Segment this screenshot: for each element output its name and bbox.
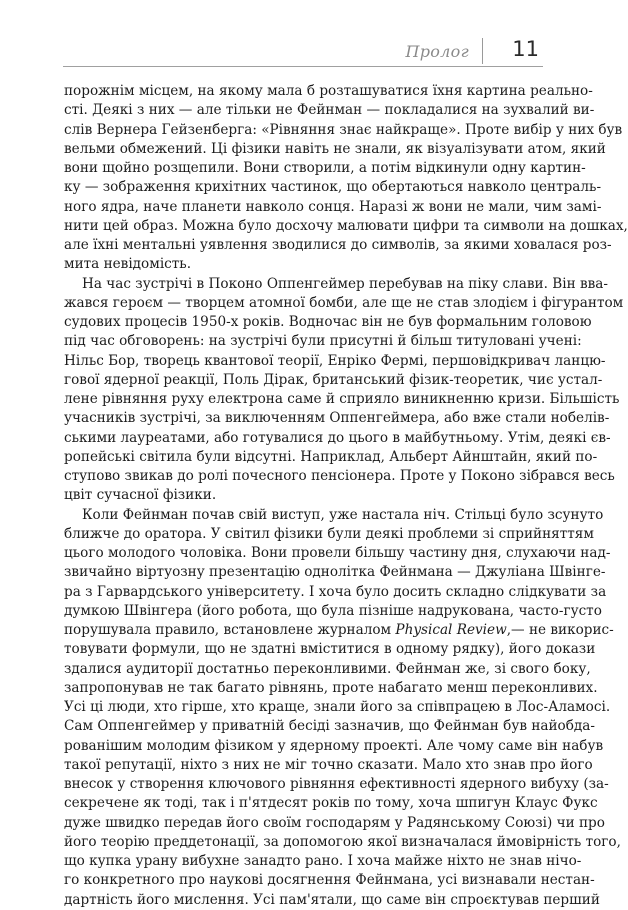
text-line: Нільс Бор, творець квантової теорії, Енріко Фермі, першовідкривач ланцю- [64,352,606,369]
text-line: дартність його мислення. Усі пам'ятали, що саме він спроєктував перший [64,891,600,908]
text-line: учасників зустрічі, за виключенням Оппенгеймера, або вже стали нобелів- [64,410,610,427]
text-line: вони щойно розщепили. Вони створили, а потім відкинули одну картин- [64,160,586,176]
text-line: слів Вернера Гейзенберга: «Рівняння знає найкраще». Проте вибір у них був [64,121,623,138]
text-line: але їхні ментальні уявлення зводилися до символів, за якими ховалася роз- [64,237,612,253]
text-line: вельми обмежений. Ці фізики навіть не знали, як візуалізувати атом, який [64,140,606,157]
text-line: порожнім місцем, на якому мала б розташуватися їхня картина реально- [64,83,593,99]
text-line: ближче до оратора. У світил фізики були деякі проблеми зі сприйняттям [64,525,594,542]
text-line: Усі ці люди, хто гірше, хто краще, знали його за співпрацею в Лос-Аламосі. [64,699,611,715]
text-line: сті. Деякі з них — але тільки не Фейнман — покладалися на зухвалий ви- [64,102,595,119]
text-line: Сам Оппенгеймер у приватній бесіді зазначив, що Фейнман був найобда- [64,718,595,735]
text-line: секречене як тоді, так і п'ятдесят років по тому, хоча шпигун Клаус Фукс [64,795,598,812]
text-line: ку — зображення крихітних частинок, що обертаються навколо централь- [64,179,602,196]
text-line: внесок у створення ключового рівняння ефективності ядерного вибуху (за- [64,776,609,792]
text-line: го конкретного про наукові досягнення Фейнмана, усі визнавали нестан- [64,872,595,889]
text-line: жався героєм — творцем атомної бомби, але ще не став злодієм і фігурантом [64,294,624,311]
text-line: цього молодого чоловіка. Вони провели більшу частину дня, слухаючи над- [64,545,611,561]
text-line: ропейські світила були відсутні. Наприклад, Альберт Айнштайн, який по- [64,448,598,465]
paragraph [64,82,628,275]
paragraph [64,275,624,506]
text-line: цвіт сучасної фізики. [64,487,217,504]
text-line: дуже швидко передав його своїм господарям у Радянському Союзі) чи про [64,814,605,831]
text-line: Коли Фейнман почав свій виступ, уже настала ніч. Стільці було зсунуто [82,506,604,523]
text-line: його теорію преддетонації, за допомогою якої визначалася ймовірність того, [64,833,621,850]
text-line: здалися аудиторії достатньо переконливими. Фейнман же, зі свого боку, [64,660,591,677]
text-line: порушувала правило, встановлене журналом Physical Review,— не викорис- [64,622,614,638]
text-line: ного ядра, наче планети навколо сонця. Наразі ж вони не мали, чим замі- [64,198,602,215]
paragraph [64,506,621,910]
text-line: ра з Гарвардського університету. І хоча було досить складно слідкувати за [64,583,607,600]
text-line: рованішим молодим фізиком у ядерному проекті. Але чому саме він набув [64,737,604,754]
running-header [63,36,543,68]
text-line: гової ядерної реакції, Поль Дірак, британський фізик-теоретик, чиє устал- [64,371,603,388]
text-line: звичайно віртуозну презентацію однолітка Фейнмана — Джуліана Швінге- [64,564,606,581]
text-line: мита невідомість. [64,256,192,273]
chapter-title: Пролог [405,42,469,61]
text-line: ступово звикав до ролі почесного пенсіонера. Проте у Поконо зібрався весь [64,468,615,484]
header-rule [63,66,543,67]
text-line: думкою Швінгера (його робота, що була пізніше надрукована, часто-густо [64,602,602,619]
header-separator [482,38,483,64]
text-line: такої репутації, ніхто з них не міг точно сказати. Мало хто знав про його [64,756,593,773]
text-line: нити цей образ. Можна було досхочу малювати цифри та символи на дошках, [64,217,628,234]
page-number: 11 [512,37,539,61]
text-line: під час обговорень: на зустрічі були присутні й більш титуловані учені: [64,333,582,350]
text-line: ськими лауреатами, або готувалися до цього в майбутньому. Утім, деякі єв- [64,429,611,446]
text-line: запропонував не так багато рівнянь, проте набагато менш переконливих. [64,679,598,696]
text-line: що купка урану вибухне занадто рано. І хоча майже ніхто не знав нічо- [64,853,582,869]
text-line: На час зустрічі в Поконо Оппенгеймер перебував на піку слави. Він вва- [82,275,608,292]
text-line: судових процесів 1950-х років. Водночас він не був формальним головою [64,314,592,330]
text-line: товувати формули, що не здатні вміститися в одному рядку), його докази [64,641,596,658]
italic-title: Physical Review [395,622,507,638]
text-line: лене рівняння руху електрона саме й сприяло виникненню кризи. Більшість [64,391,620,407]
body-text [64,82,628,910]
